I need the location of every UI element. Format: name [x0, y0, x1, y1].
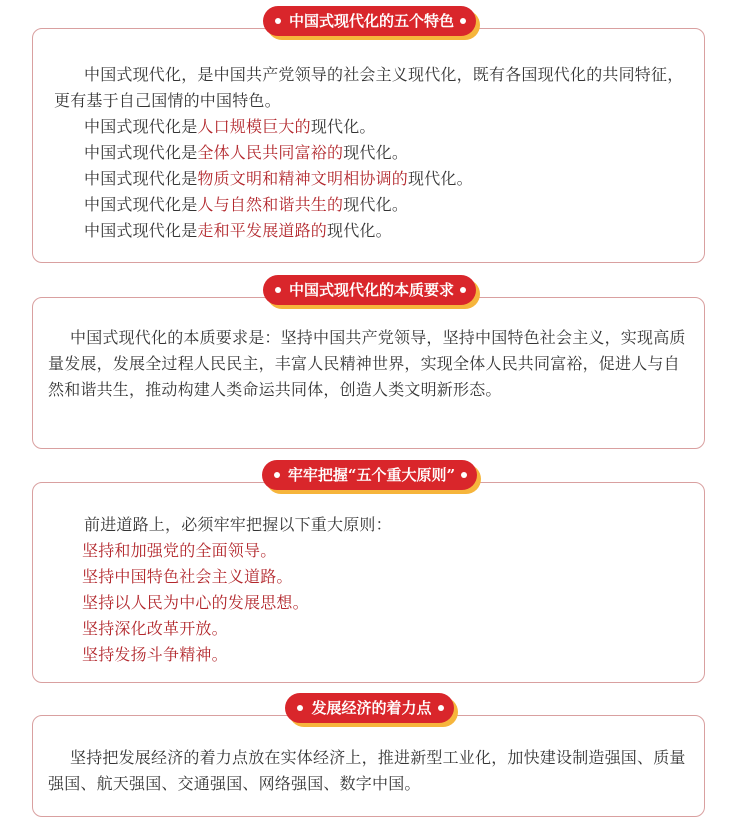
bullet-dot-icon: [274, 472, 280, 478]
feature-highlight: 人口规模巨大的: [197, 117, 311, 136]
bullet-dot-icon: [438, 705, 444, 711]
section-title: 中国式现代化的五个特色: [288, 12, 454, 30]
section-content: [48, 745, 695, 797]
section-five-features: [32, 6, 707, 263]
intro-paragraph: 中国式现代化，是中国共产党领导的社会主义现代化，既有各国现代化的共同特征，更有基于自己国情的中国特色。: [54, 65, 684, 110]
bullet-dot-icon: [460, 287, 466, 293]
section-essential-requirements: [32, 275, 707, 449]
principle-item: 坚持以人民为中心的发展思想。: [82, 593, 309, 612]
feature-line: 中国式现代化是走和平发展道路的现代化。: [84, 221, 392, 240]
feature-line: 中国式现代化是物质文明和精神文明相协调的现代化。: [84, 169, 473, 188]
section-title: 发展经济的着力点: [311, 699, 432, 717]
section-content: [54, 512, 697, 668]
feature-line: 中国式现代化是人口规模巨大的现代化。: [84, 117, 376, 136]
bullet-dot-icon: [297, 705, 303, 711]
principles-intro: 前进道路上，必须牢牢把握以下重大原则：: [84, 515, 392, 534]
requirements-paragraph: 中国式现代化的本质要求是：坚持中国共产党领导，坚持中国特色社会主义，实现高质量发展，发展全过程人民民主，丰富人民精神世界，实现全体人民共同富裕，促进人与自然和谐共生，推动构建人类命运共同体，创造人类文明新形态。: [48, 328, 686, 399]
section-title-badge: [262, 460, 477, 490]
feature-line: 中国式现代化是人与自然和谐共生的现代化。: [84, 195, 409, 214]
feature-highlight: 人与自然和谐共生的: [197, 195, 344, 214]
feature-highlight: 全体人民共同富裕的: [197, 143, 344, 162]
feature-highlight: 走和平发展道路的: [197, 221, 328, 240]
section-title-badge: [285, 693, 453, 723]
principle-item: 坚持深化改革开放。: [82, 619, 228, 638]
section-major-principles: [32, 460, 707, 683]
economic-paragraph: 坚持把发展经济的着力点放在实体经济上，推进新型工业化，加快建设制造强国、质量强国、航天强国、交通强国、网络强国、数字中国。: [48, 748, 686, 793]
principle-item: 坚持发扬斗争精神。: [82, 645, 228, 664]
bullet-dot-icon: [461, 472, 467, 478]
feature-highlight: 物质文明和精神文明相协调的: [197, 169, 409, 188]
bullet-dot-icon: [275, 287, 281, 293]
bullet-dot-icon: [460, 18, 466, 24]
bullet-dot-icon: [275, 18, 281, 24]
section-content: [48, 325, 695, 403]
principle-item: 坚持中国特色社会主义道路。: [82, 567, 293, 586]
section-title-badge: [263, 6, 476, 36]
principle-item: 坚持和加强党的全面领导。: [82, 541, 277, 560]
section-title: 中国式现代化的本质要求: [288, 281, 454, 299]
section-economic-focus: [32, 693, 707, 817]
section-title: 牢牢把握“五个重大原则”: [287, 466, 456, 484]
section-content: [54, 62, 697, 244]
section-title-badge: [263, 275, 476, 305]
feature-line: 中国式现代化是全体人民共同富裕的现代化。: [84, 143, 409, 162]
